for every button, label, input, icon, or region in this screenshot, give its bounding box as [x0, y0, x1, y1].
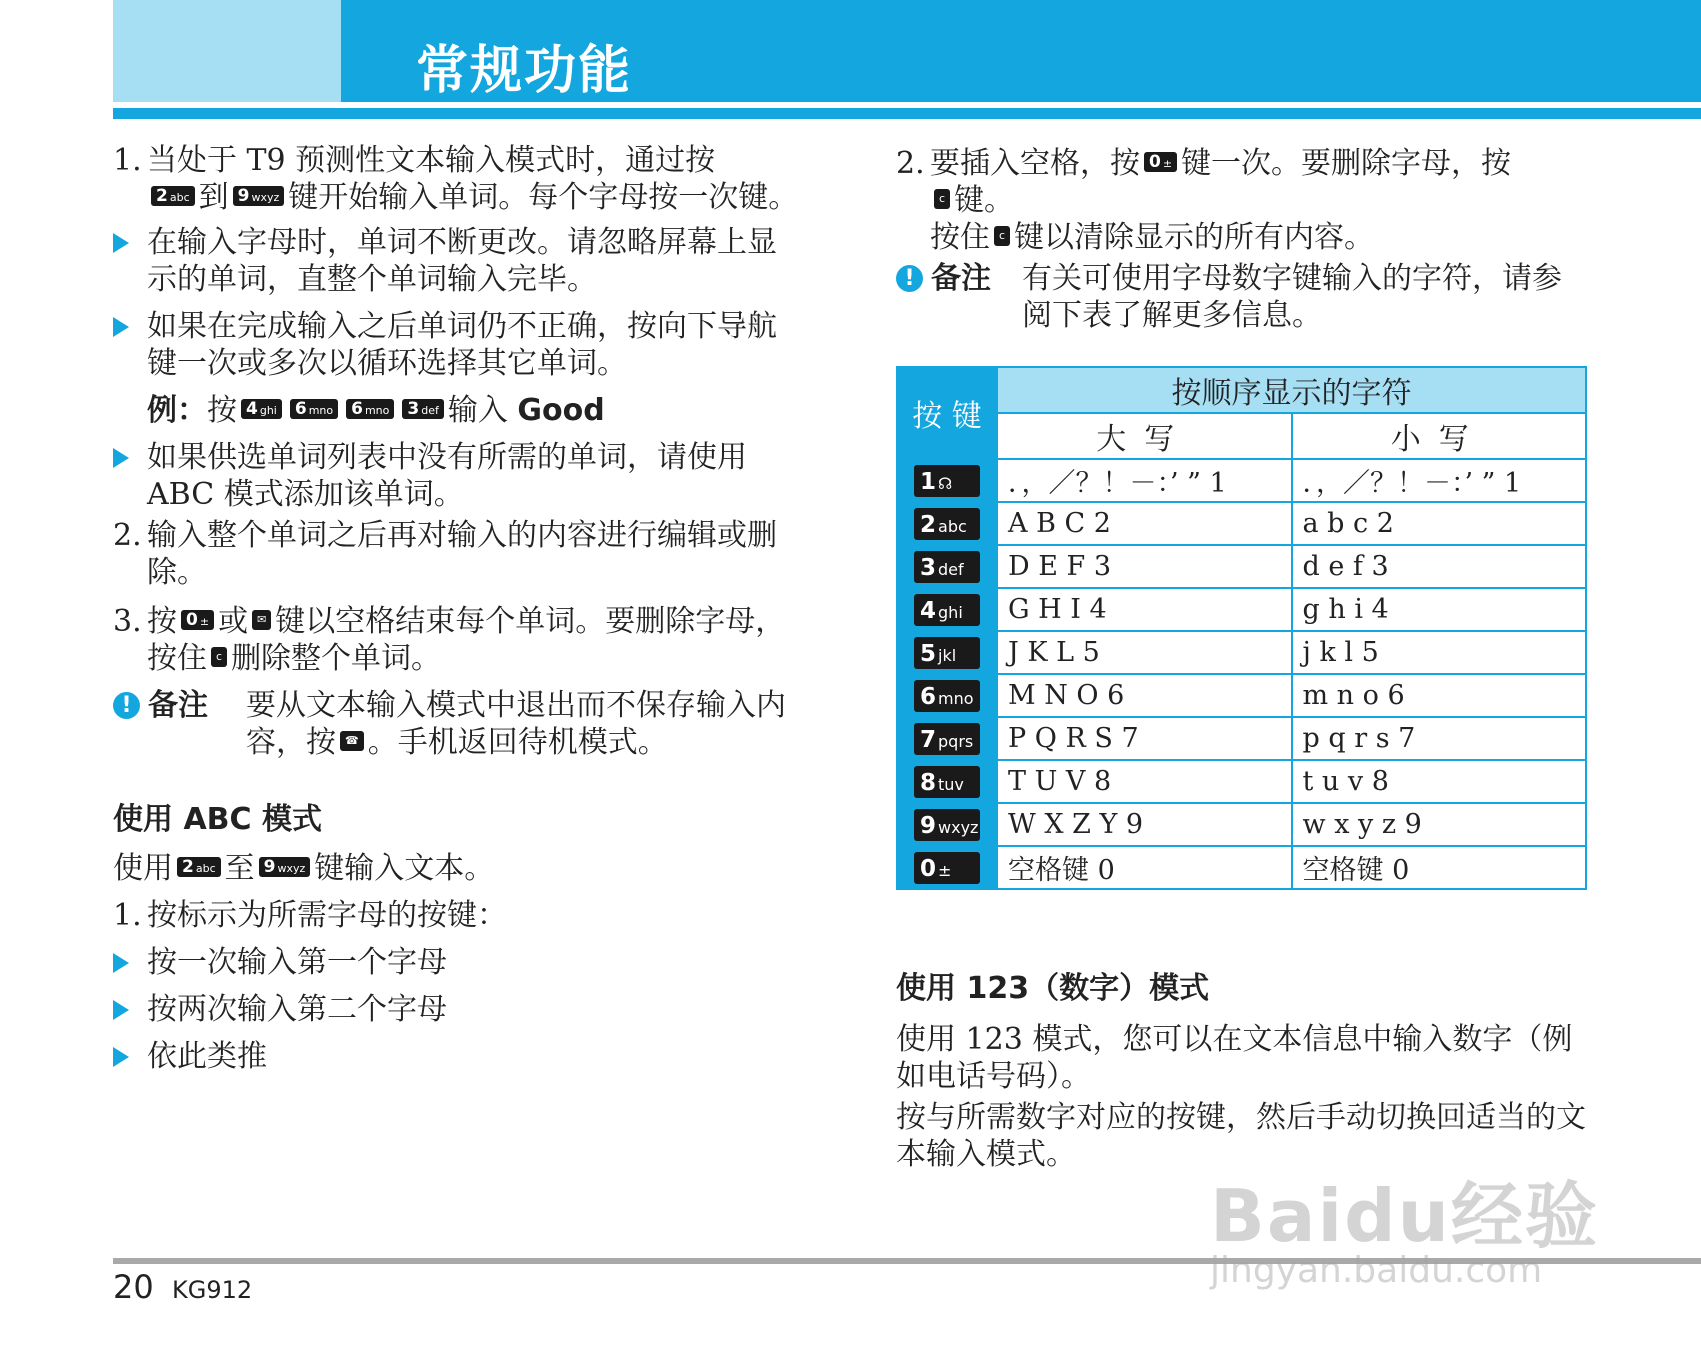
key-0-icon: 0 ±: [914, 852, 980, 884]
key-4-icon: 4 ghi: [914, 594, 980, 626]
abc-step-1: 1. 按标示为所需字母的按键：: [113, 898, 507, 933]
key-2-icon: 2 abc: [914, 508, 980, 540]
table-header-upper: 大写: [997, 413, 1292, 459]
bullet-triangle-icon: [113, 1000, 129, 1020]
table-row: 1 ☊ ．，／？！－：’ ” 1 ．，／？！－：’ ” 1: [897, 459, 1586, 502]
bullet-6: 依此类推: [113, 1038, 803, 1075]
bullet-3: 如果供选单词列表中没有所需的单词，请使用 ABC 模式添加该单词。: [113, 439, 803, 513]
example-line: 例：按 4 ghi 6 mno 6 mno 3 def 输入 Good: [147, 393, 605, 428]
bullet-1: 在输入字母时，单词不断更改。请忽略屏幕上显示的单词，直整个单词输入完毕。: [113, 224, 803, 298]
key-6-icon: 6 mno: [346, 399, 394, 419]
bullet-triangle-icon: [113, 953, 129, 973]
note-exit: ! 备注 要从文本输入模式中退出而不保存输入内容，按 ☎ 。手机返回待机模式。: [113, 687, 803, 761]
key-9-icon: 9 wxyz: [914, 809, 980, 841]
table-header-lower: 小写: [1292, 413, 1587, 459]
key-9-icon: 9 wxyz: [233, 186, 285, 206]
bullet-triangle-icon: [113, 233, 129, 253]
table-header-group: 按顺序显示的字符: [997, 367, 1586, 413]
bullet-4: 按一次输入第一个字母: [113, 944, 803, 981]
table-row: 9 wxyz W X Z Y 9 w x y z 9: [897, 803, 1586, 846]
info-icon: !: [896, 265, 923, 292]
step-3: 3. 按 0 ± 或 ✉ 键以空格结束每个单词。要删除字母，按住 c 删除整个单词。: [113, 604, 786, 676]
key-7-icon: 7 pqrs: [914, 723, 980, 755]
key-2-icon: 2 abc: [151, 186, 195, 206]
table-row: 4 ghi G H I 4 g h i 4: [897, 588, 1586, 631]
key-3-icon: 3 def: [914, 551, 980, 583]
bullet-5: 按两次输入第二个字母: [113, 991, 803, 1028]
table-row: 3 def D E F 3 d e f 3: [897, 545, 1586, 588]
step-2: 2. 输入整个单词之后再对输入的内容进行编辑或删除。: [113, 518, 777, 590]
model-name: KG912: [172, 1276, 253, 1304]
watermark-brand: Baidu经验: [1210, 1174, 1599, 1258]
clear-key-icon: c: [934, 189, 950, 209]
key-2-icon: 2 abc: [177, 857, 221, 877]
section-heading-123: 使用 123（数字）模式: [896, 971, 1210, 1006]
table-row: 2 abc A B C 2 a b c 2: [897, 502, 1586, 545]
step-1: 1. 当处于 T9 预测性文本输入模式时，通过按 2 abc 到 9 wxyz 键开始输入单词。每个字母按一次键。: [113, 143, 799, 215]
clear-key-icon: c: [994, 226, 1010, 246]
section-heading-abc: 使用 ABC 模式: [113, 802, 322, 837]
key-character-table: [896, 366, 1587, 890]
page-title: 常规功能: [416, 41, 633, 101]
table-row: 8 tuv T U V 8 t u v 8: [897, 760, 1586, 803]
key-0-icon: 0 ±: [1144, 152, 1177, 172]
key-6-icon: 6 mno: [914, 680, 980, 712]
header-light-band: [113, 0, 341, 102]
right-column: [896, 145, 1586, 334]
table-row: 5 jkl J K L 5 j k l 5: [897, 631, 1586, 674]
key-0-icon: 0 ±: [181, 610, 214, 630]
key-9-icon: 9 wxyz: [259, 857, 311, 877]
key-1-icon: 1 ☊: [914, 465, 980, 497]
mode-123-para-1: 使用 123 模式，您可以在文本信息中输入数字（例如电话号码）。: [896, 1022, 1573, 1094]
key-4-icon: 4 ghi: [241, 399, 282, 419]
watermark-url: jingyan.baidu.com: [1210, 1250, 1543, 1291]
bullet-2: 如果在完成输入之后单词仍不正确，按向下导航键一次或多次以循环选择其它单词。: [113, 308, 803, 382]
bullet-triangle-icon: [113, 1047, 129, 1067]
bullet-triangle-icon: [113, 317, 129, 337]
key-5-icon: 5 jkl: [914, 637, 980, 669]
bullet-triangle-icon: [113, 448, 129, 468]
table-row: 7 pqrs P Q R S 7 p q r s 7: [897, 717, 1586, 760]
note-table: ! 备注 有关可使用字母数字键输入的字符，请参阅下表了解更多信息。: [896, 260, 1586, 334]
abc-intro: 使用 2 abc 至 9 wxyz 键输入文本。: [113, 851, 495, 886]
message-key-icon: ✉: [252, 610, 271, 630]
clear-key-icon: c: [211, 647, 227, 667]
header-rule: [113, 108, 1701, 119]
step-2-space: 2. 要插入空格，按 0 ± 键一次。要删除字母，按 c 键。 按住 c 键以清除显示的所有内容。: [896, 146, 1512, 255]
key-6-icon: 6 mno: [290, 399, 338, 419]
end-key-icon: ☎: [340, 731, 364, 751]
page-number: 20: [113, 1268, 154, 1306]
info-icon: !: [113, 692, 140, 719]
key-3-icon: 3 def: [402, 399, 443, 419]
mode-123-para-2: 按与所需数字对应的按键，然后手动切换回适当的文本输入模式。: [896, 1100, 1586, 1172]
table-row: 0 ± 空格键 0 空格键 0: [897, 846, 1586, 889]
table-header-key: 按 键: [897, 367, 997, 459]
table-row: 6 mno M N O 6 m n o 6: [897, 674, 1586, 717]
key-8-icon: 8 tuv: [914, 766, 980, 798]
section-123: [896, 970, 1586, 1173]
left-column: [113, 142, 803, 1075]
